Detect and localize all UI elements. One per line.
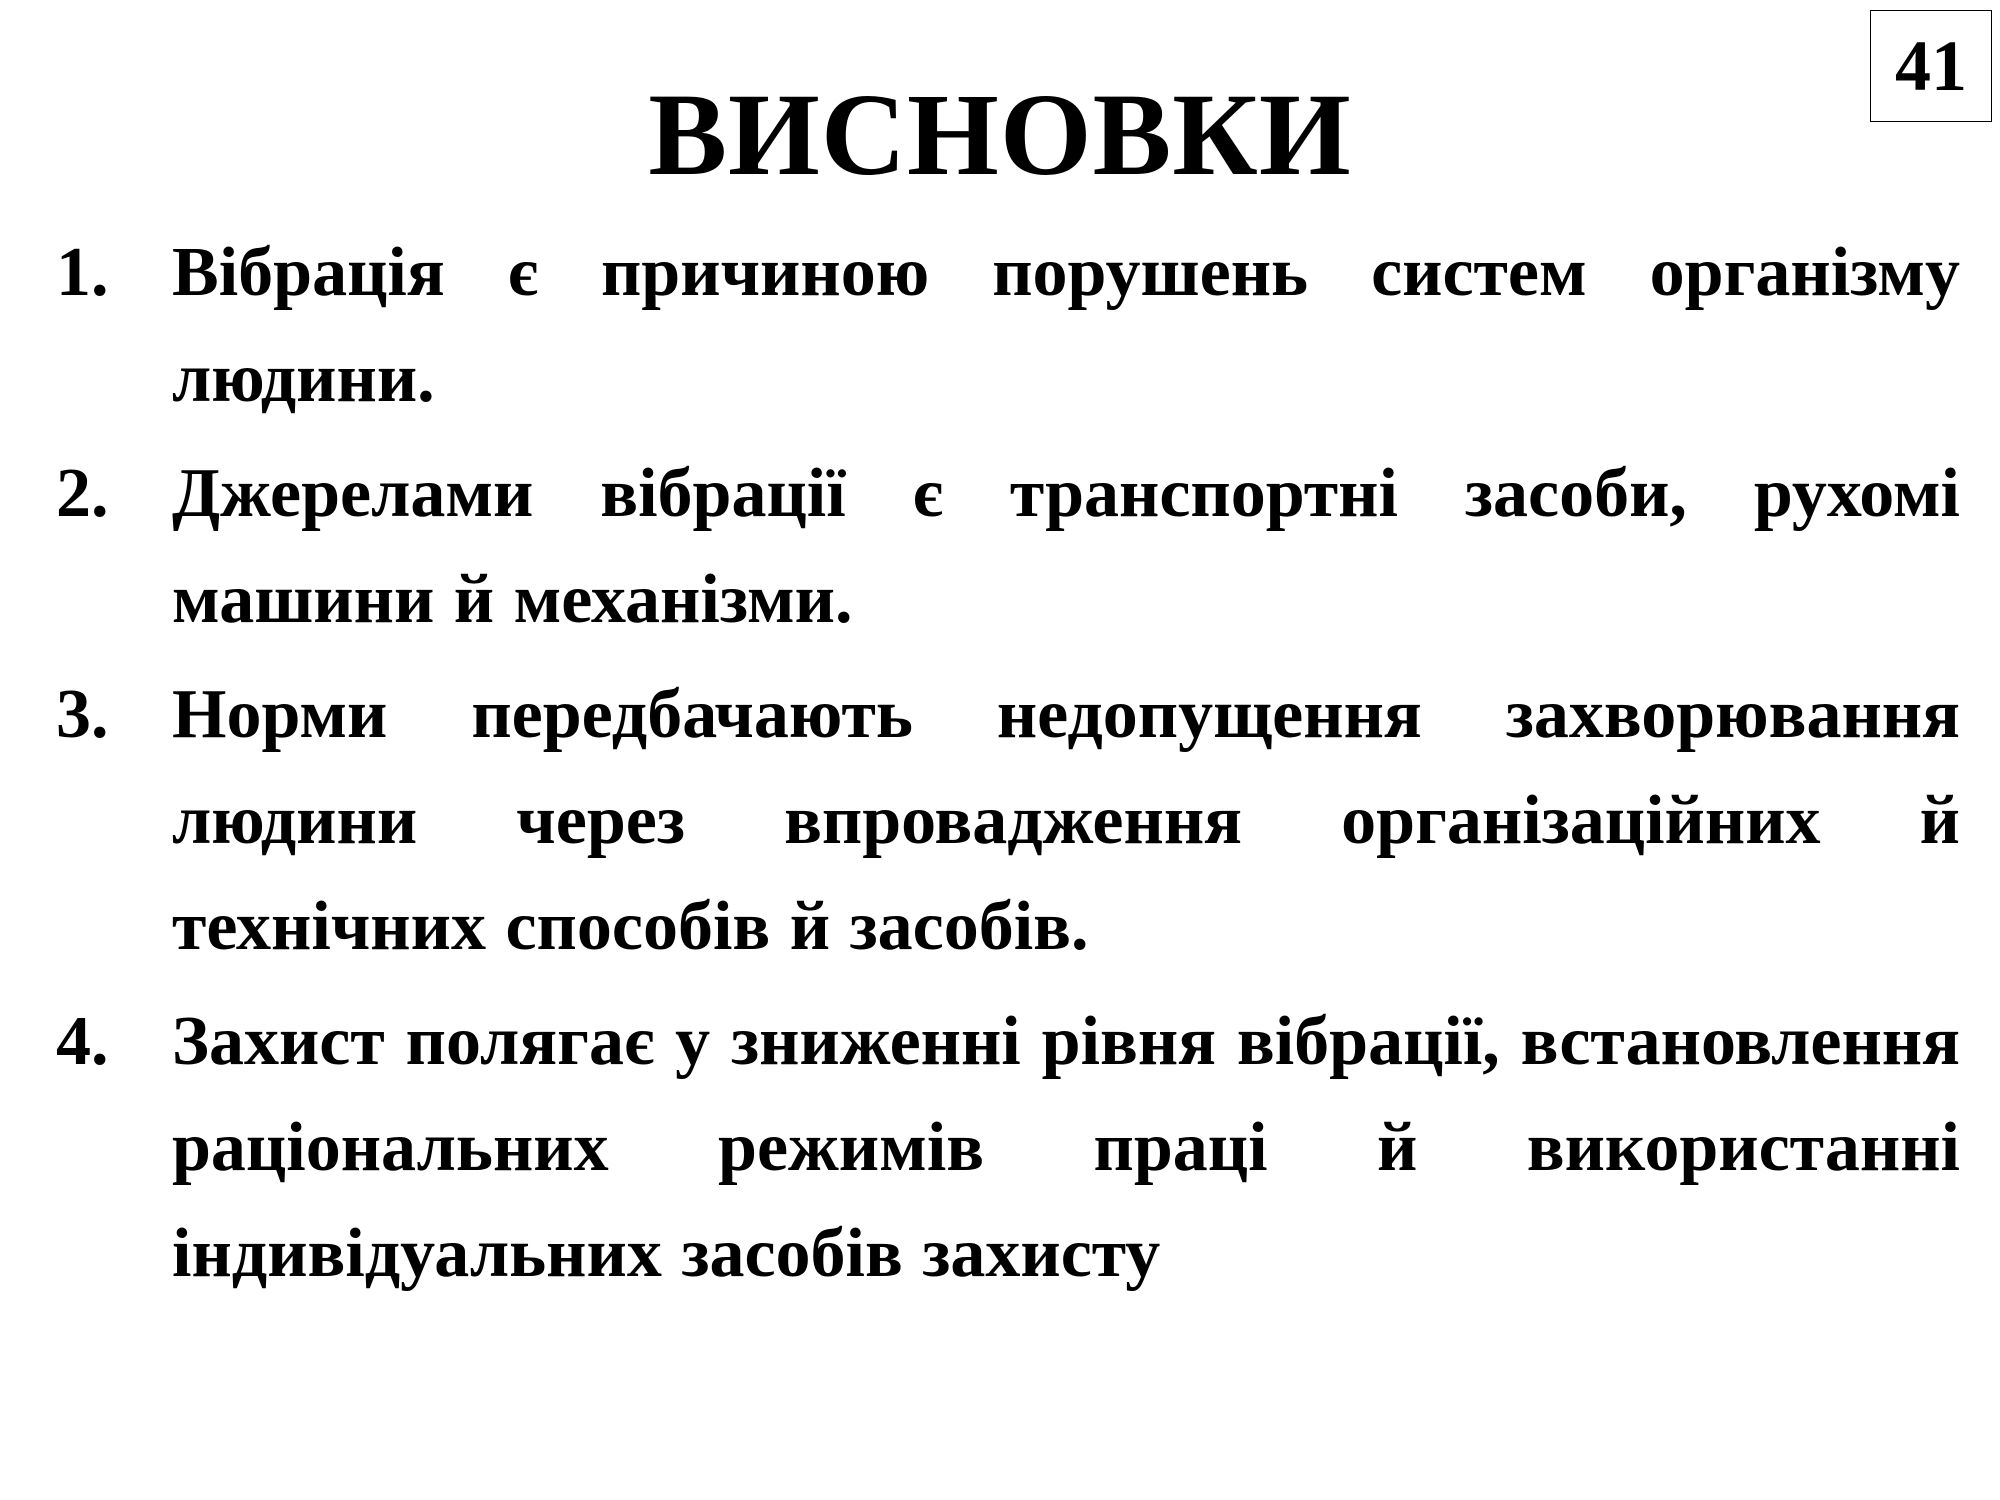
list-item-number: 4. [56, 1003, 109, 1080]
list-item-text: Норми передбачають недопущення захворювання людини через впровадження організаційних й технічних способів й засобів. [172, 676, 1960, 965]
list-item [56, 662, 1960, 980]
list-item-text: Джерелами вібрації є транспортні засоби, рухомі машини й механізми. [172, 455, 1960, 638]
conclusions-list [56, 220, 1960, 1316]
page-title: ВИСНОВКИ [648, 69, 1352, 200]
list-item-text: Вібрація є причиною порушень систем організму людини. [172, 234, 1960, 417]
slide-number: 41 [1870, 10, 1992, 122]
list-item [56, 989, 1960, 1307]
list-item [56, 441, 1960, 653]
list-item-number: 2. [56, 455, 109, 532]
list-item-number: 1. [56, 234, 109, 311]
list-item-number: 3. [56, 676, 109, 753]
list-item [56, 220, 1960, 432]
list-item-text: Захист полягає у зниженні рівня вібрації, встановлення раціональних режимів праці й використанні індивідуальних засобів захисту [172, 1003, 1960, 1292]
